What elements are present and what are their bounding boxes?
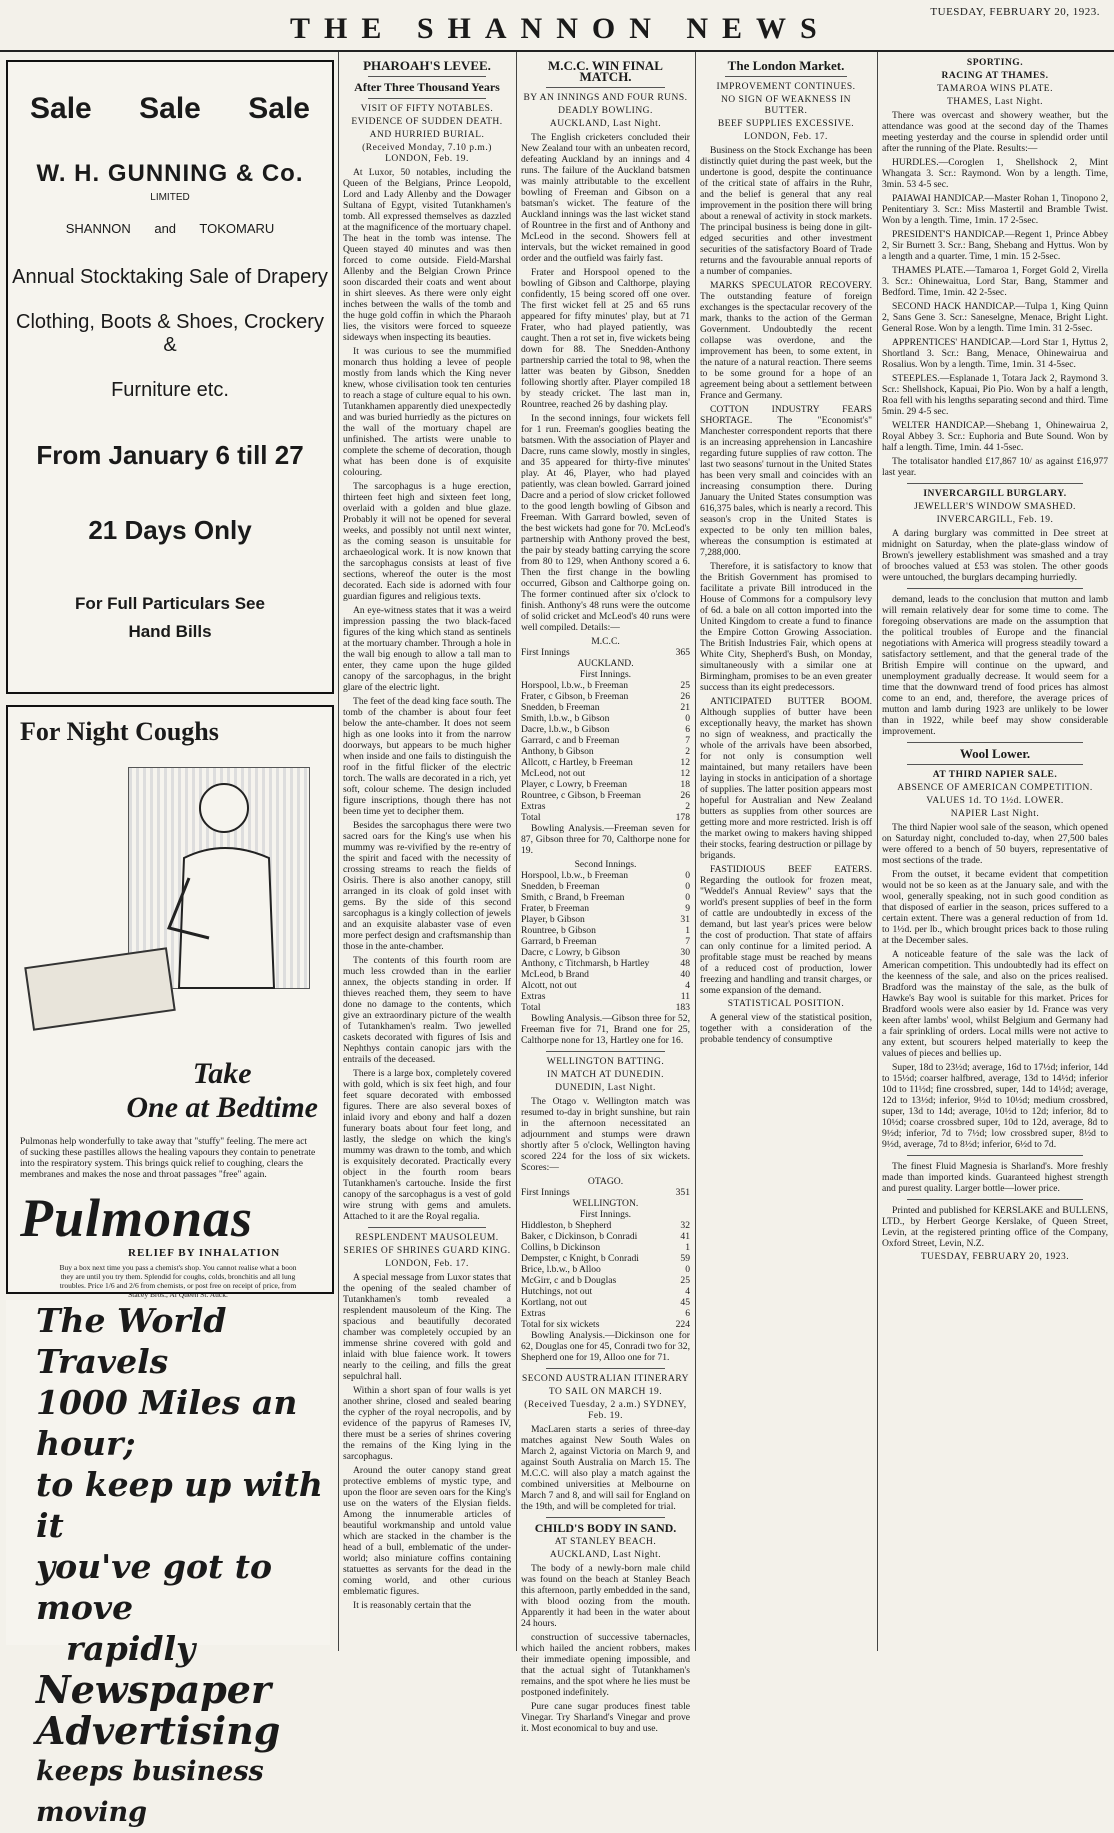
travels-line: rapidly bbox=[66, 1629, 196, 1668]
score-entry: Baker, c Dickinson, b Conradi bbox=[521, 1231, 638, 1242]
score-value: 2 bbox=[685, 801, 690, 812]
score-line bbox=[521, 713, 690, 724]
score-entry: Alcott, not out bbox=[521, 980, 577, 991]
dateline: (Received Tuesday, 2 a.m.) SYDNEY, Feb. 19. bbox=[524, 1400, 687, 1421]
pulmonas-title: For Night Coughs bbox=[20, 717, 219, 746]
score-entry: Garrard, c and b Freeman bbox=[521, 735, 620, 746]
firm-limited: LIMITED bbox=[150, 192, 190, 203]
paragraph: The English cricketers concluded their New Zealand tour with an unbeaten record, defeating Auckland by an innings and 4 runs. The failure of the Auckland batsmen was mainly attributable to the excellent bowling of Freeman and Gibson on a batsman's wicket. The feature of the Auckland innings was the last wicket stand of Rountree in the first and of Anthony and McLeod in the second. Showers fell at intervals, but the wicket remained in good order and the outfield was fairly fast. bbox=[521, 132, 690, 264]
score-value: 7 bbox=[685, 735, 690, 746]
article-sporting bbox=[882, 56, 1108, 1645]
pulmonas-brand: Pulmonas bbox=[20, 1188, 254, 1248]
headline: WELLINGTON BATTING. bbox=[546, 1057, 665, 1067]
score-line bbox=[521, 1242, 690, 1253]
score-entry: Anthony, c Titchmarsh, b Hartley bbox=[521, 958, 650, 969]
newspaper-title: THE SHANNON NEWS bbox=[290, 12, 831, 45]
score-value: 1 bbox=[685, 925, 690, 936]
score-line bbox=[521, 1253, 690, 1264]
paragraph: It was curious to see the mummified monarch thus holding a levee of people mostly from lands which the King never knew, whose civilisation took ten centuries to reach a stage of culture equal to his own. Tutankhamen apparently died unexpectedly and was buried hurriedly as the pictures on the wall of the mortuary chapel are unfinished. The artists were unable to complete the scheme of decoration, though what has been done is of exquisite colouring. bbox=[343, 346, 511, 478]
paragraph: MARKS SPECULATOR RECOVERY. The outstanding feature of foreign exchanges is the spectacular recovery of the mark, thanks to the action of the German Government. Undoubtedly the recent collapse was overdone, and the improvement has been, to some extent, in the nature of a natural reaction. There seems to be some ground for a hope of an agreement being about a settlement between France and Germany. bbox=[700, 280, 872, 401]
score-value: 18 bbox=[680, 779, 690, 790]
deck: BY AN INNINGS AND FOUR RUNS. bbox=[523, 93, 688, 103]
score-line bbox=[521, 658, 690, 669]
headline: CHILD'S BODY IN SAND. bbox=[534, 1521, 677, 1535]
paragraph: It is reasonably certain that the bbox=[353, 1600, 472, 1611]
score-value: 9 bbox=[685, 903, 690, 914]
deck: SERIES OF SHRINES GUARD KING. bbox=[343, 1246, 511, 1256]
deck: VALUES 1d. TO 1½d. LOWER. bbox=[926, 796, 1064, 806]
score-line bbox=[521, 812, 690, 823]
sale-advertisement bbox=[6, 60, 334, 694]
score-value: 25 bbox=[680, 680, 690, 691]
score-value: 26 bbox=[680, 790, 690, 801]
scorecard bbox=[521, 1176, 690, 1330]
score-entry: Anthony, b Gibson bbox=[521, 746, 594, 757]
score-line bbox=[521, 1002, 690, 1013]
score-line bbox=[521, 779, 690, 790]
paragraph: Within a short span of four walls is yet another shrine, closed and sealed bearing the cypher of the royal necropolis, and by evidence of the papyrus of Rameses IV, there must be a series of shrines covering the remains of the King lying in the sarcophagus. bbox=[343, 1385, 511, 1462]
score-line bbox=[521, 881, 690, 892]
score-entry: Total bbox=[521, 812, 541, 823]
score-entry: M.C.C. bbox=[591, 636, 620, 647]
deck: NO SIGN OF WEAKNESS IN BUTTER. bbox=[720, 95, 852, 116]
deck: TO SAIL ON MARCH 19. bbox=[548, 1387, 663, 1397]
score-value: 11 bbox=[680, 991, 690, 1002]
score-line bbox=[521, 691, 690, 702]
paragraph: STEEPLES.—Esplanade 1, Totara Jack 2, Raymond 3. Scr.: Shellshock, Kapuai, Pio Pio. Won by a half a length, Roa fell with his lengths separating second and third. Time 5min. 29 4-5 sec. bbox=[882, 373, 1108, 417]
headline: SECOND AUSTRALIAN ITINERARY bbox=[521, 1374, 690, 1384]
score-entry: Second Innings. bbox=[574, 859, 637, 870]
score-value: 21 bbox=[680, 702, 690, 713]
section-label: SPORTING. bbox=[966, 58, 1024, 68]
score-line bbox=[521, 980, 690, 991]
pulmonas-advertisement bbox=[6, 705, 334, 1299]
dateline: AUCKLAND, Last Night. bbox=[549, 1550, 662, 1560]
score-value: 12 bbox=[680, 757, 690, 768]
score-entry: Hiddleston, b Shepherd bbox=[521, 1220, 612, 1231]
score-entry: Player, c Lowry, b Freeman bbox=[521, 779, 628, 790]
score-entry: Total for six wickets bbox=[521, 1319, 600, 1330]
travels-line: to keep up with it bbox=[36, 1465, 323, 1545]
paragraph: The sarcophagus is a huge erection, thirteen feet high and sixteen feet long, overlaid with a golden and blue glaze. Probably it will not be opened for several weeks, and possibly not until next winter, as the coming season is unsuitable for archaeological work. It is now known that the sarcophagus consists at least of five sections, whereof the outer is the most decorated. Each side is adorned with four guardian figures and religious texts. bbox=[343, 481, 511, 602]
paragraph: Business on the Stock Exchange has been distinctly quiet during the past week, but the undertone is good, despite the continuance of the critical state of affairs in the Ruhr, and the belief is general that any real improvement in the position there will bring about a renewal of activity in stock markets. The principal business is being done in gilt-edged securities and other investment securities of the satisfactory Board of Trade returns and the favourable annual reports of a number of companies. bbox=[700, 145, 872, 277]
dateline: INVERCARGILL, Feb. 19. bbox=[936, 515, 1054, 525]
imprint-date: TUESDAY, FEBRUARY 20, 1923. bbox=[920, 1252, 1070, 1262]
sale-line: Annual Stocktaking Sale of Drapery bbox=[12, 266, 328, 288]
score-line bbox=[521, 724, 690, 735]
headline: RESPLENDENT MAUSOLEUM. bbox=[355, 1233, 499, 1243]
paragraph: The totalisator handled £17,867 10/ as against £16,977 last year. bbox=[882, 456, 1108, 478]
score-value: 30 bbox=[680, 947, 690, 958]
score-value: 4 bbox=[685, 1286, 690, 1297]
paragraph: From the outset, it became evident that competition would not be so keen as at the January sale, and with the wool, generally speaking, not in such good condition as that disposed of earlier in the season, prices suffered to a certain extent. There was a general reduction of from 1d. to 1½d. per lb., which brought prices back to those ruling at the December sales. bbox=[882, 869, 1108, 946]
score-entry: OTAGO. bbox=[587, 1176, 624, 1187]
score-entry: Player, b Gibson bbox=[521, 914, 585, 925]
score-entry: Dempster, c Knight, b Conradi bbox=[521, 1253, 639, 1264]
headline: The London Market. bbox=[727, 58, 845, 73]
score-line bbox=[521, 1319, 690, 1330]
score-entry: AUCKLAND. bbox=[577, 658, 634, 669]
score-value: 12 bbox=[680, 768, 690, 779]
score-entry: Snedden, b Freeman bbox=[521, 702, 600, 713]
score-line bbox=[521, 969, 690, 980]
score-value: 7 bbox=[685, 936, 690, 947]
scorecard bbox=[521, 859, 690, 1013]
paragraph: SECOND HACK HANDICAP.—Tulpa 1, King Quinn 2, Sans Gene 3. Scr.: Saneselgne, Menace, Bright Light. General Rose. Won by a length. Time 1min. 31 2-5sec. bbox=[882, 301, 1108, 334]
score-entry: First Innings bbox=[521, 647, 570, 658]
score-entry: McLeod, not out bbox=[521, 768, 586, 779]
score-entry: Dacre, l.b.w., b Gibson bbox=[521, 724, 610, 735]
score-line bbox=[521, 914, 690, 925]
pulmonas-fine-print: Buy a box next time you pass a chemist's shop. You cannot realise what a boon they are until you try them. Splendid for coughs, colds, bronchitis and all lung troubles. Price 1/6 and 2/6 from chemists, or post free on receipt of price, from Stacey Bros., Al Queen St. Auck. bbox=[59, 1263, 297, 1299]
bowling-analysis: Bowling Analysis.—Dickinson one for 62, Douglas one for 45, Conradi two for 32, Shepherd one for 19, Alloo one for 71. bbox=[521, 1330, 690, 1363]
travels-line: 1000 Miles an hour; bbox=[36, 1383, 298, 1463]
score-value: 45 bbox=[680, 1297, 690, 1308]
score-value: 0 bbox=[685, 713, 690, 724]
score-value: 6 bbox=[685, 724, 690, 735]
paragraph: The body of a newly-born male child was found on the beach at Stanley Beach this afternoon, partly embedded in the sand, with blood oozing from the mouth. Apparently it had been in the water about 24 hours. bbox=[521, 1563, 690, 1629]
pastille-box-illustration bbox=[24, 947, 176, 1030]
particulars bbox=[8, 590, 332, 646]
deck: After Three Thousand Years bbox=[354, 80, 500, 94]
take-line: One at Bedtime bbox=[126, 1091, 318, 1124]
score-entry: Collins, b Dickinson bbox=[521, 1242, 601, 1253]
deck: IMPROVEMENT CONTINUES. bbox=[716, 82, 856, 92]
paragraph: Super, 18d to 23½d; average, 16d to 17½d; inferior, 14d to 15½d; coarser halfbred, average, 13d to 14½d; inferior 10d to 11½d; fine crossbred, super, 14d to 14½d; average, 12d to 13½d; inferior, 9½d to 10½d; medium crossbred, super, 13d to 14d; average, 10½d to 12d; inferior, 8d to 10½d; coarse crossbred super, 10d to 12d, average, 8d to 9½d; inferior, 7d to 7½d; low crossbred super, 8½d to 9½d, average, 7d to 8½d; inferior, 6½d to 7d. bbox=[882, 1062, 1108, 1150]
subheading: STATISTICAL POSITION. bbox=[727, 999, 845, 1009]
paragraph: Pure cane sugar produces finest table Vinegar. Try Sharland's Vinegar and prove it. Most economical to buy and use. bbox=[521, 1701, 690, 1734]
score-line bbox=[521, 790, 690, 801]
paragraph: The finest Fluid Magnesia is Sharland's. More freshly made than imported kinds. Guaranteed highest strength and purest quality. Larger bottle—lower price. bbox=[882, 1161, 1108, 1194]
paragraph: At Luxor, 50 notables, including the Queen of the Belgians, Prince Leopold, Lord and Lady Allenby and the Dowager Sultana of Egypt, visited Tutankhamen's tomb. All expressed themselves as dazzled at the magnificence of the mortuary chapel. The heat in the tomb was intense. The Queen stayed 40 minutes and was then forced to come outside. Field-Marshal Allenby and the Belgian Crown Prince soon discarded their coats and went about in shirt sleeves. As there were only eight inches between the walls of the tomb and the huge gold coffin in which the Pharaoh lies, the visitors were forced to squeeze sideways when inspecting its beauties. bbox=[343, 167, 511, 343]
score-entry: Horspool, l.b.w., b Freeman bbox=[521, 680, 629, 691]
take-slogan bbox=[126, 1057, 318, 1125]
score-line bbox=[521, 1198, 690, 1209]
score-entry: Frater, b Freeman bbox=[521, 903, 590, 914]
score-value: 40 bbox=[680, 969, 690, 980]
sale-word: Sale bbox=[30, 92, 92, 125]
article-london-market bbox=[700, 56, 872, 1645]
score-entry: Extras bbox=[521, 1308, 546, 1319]
score-value: 2 bbox=[685, 746, 690, 757]
score-line bbox=[521, 1231, 690, 1242]
travels-line: Advertising bbox=[36, 1708, 281, 1753]
score-line bbox=[521, 903, 690, 914]
score-line bbox=[521, 936, 690, 947]
dateline: DUNEDIN, Last Night. bbox=[555, 1083, 656, 1093]
deck: VISIT OF FIFTY NOTABLES. bbox=[360, 104, 494, 114]
score-line bbox=[521, 1275, 690, 1286]
score-entry: Extras bbox=[521, 801, 546, 812]
article-pharoahs-levee bbox=[343, 56, 511, 1645]
paragraph: THAMES PLATE.—Tamaroa 1, Forget Gold 2, Virella 3. Scr.: Ohinewaitua, Lord Star, Bang, Stammer and Bedford. Time, 1min. 42 2-5sec. bbox=[882, 265, 1108, 298]
score-value: 32 bbox=[680, 1220, 690, 1231]
bowling-analysis: Bowling Analysis.—Gibson three for 52, Freeman five for 71, Brand one for 25, Calthorpe none for 13, Hartley one for 16. bbox=[521, 1013, 690, 1046]
score-line bbox=[521, 892, 690, 903]
headline: INVERCARGILL BURGLARY. bbox=[923, 489, 1067, 499]
score-value: 59 bbox=[680, 1253, 690, 1264]
score-entry: First Innings. bbox=[579, 669, 632, 680]
newspaper-advertising-ad bbox=[6, 1300, 330, 1828]
deck: IN MATCH AT DUNEDIN. bbox=[547, 1070, 664, 1080]
paragraph: demand, leads to the conclusion that mutton and lamb will remain relatively dear for some time to come. The foregoing observations are made on the assumption that the political troubles of Europe and the financial negotiations with America will progress steadily toward a satisfactory settlement, and that the general trade of the British Empire will continue on the upward, and unemployment gradually decrease. It would seem for a time that the downward trend of food prices has almost come to an end, and, therefore, the average prices of mutton and lamb during 1923 are unlikely to be lower than in 1922, while beef may show considerable improvement. bbox=[882, 594, 1108, 737]
score-line bbox=[521, 1220, 690, 1231]
dateline: THAMES, Last Night. bbox=[946, 97, 1044, 107]
score-entry: Garrard, b Freeman bbox=[521, 936, 597, 947]
paragraph: ANTICIPATED BUTTER BOOM. Although supplies of butter have been exceptionally heavy, the market has shown no sign of weakness, and practically the whole of the arrivals have been absorbed, for not only is consumption well maintained, but many retailers have been laying in stocks in anticipation of a shortage of supplies. The latter position appears most hopeful for Australian and New Zealand butters as supplies from other sources are getting more and more restricted. Irish is off the market owing to makers having shipped their stocks, fearing destruction or pillage by brigands. bbox=[700, 696, 872, 861]
column-rule bbox=[695, 52, 696, 1651]
dateline: LONDON, Feb. 17. bbox=[744, 132, 828, 142]
scorecard bbox=[521, 636, 690, 823]
score-line bbox=[521, 1176, 690, 1187]
score-value: 178 bbox=[675, 812, 690, 823]
score-line bbox=[521, 870, 690, 881]
paragraph: A noticeable feature of the sale was the lack of American competition. This undoubtedly had its effect on the keenness of the sale, and also on the prices realised. Bradford was the mainstay of the sale, as the bulk of Hawke's Bay wool is suitable for this market. Prices for Bradford wools were also easier by 1d. France was very keen after lambs' wool, whilst Belgium and Germany had a fair sprinkling of orders. Local mills were not active to any extent, but scourers helped materially to keep the values of pieces and bellies up. bbox=[882, 949, 1108, 1059]
score-value: 224 bbox=[675, 1319, 690, 1330]
deck: JEWELLER'S WINDOW SMASHED. bbox=[914, 502, 1076, 512]
score-value: 48 bbox=[680, 958, 690, 969]
headline: Wool Lower. bbox=[959, 746, 1031, 761]
score-line bbox=[521, 702, 690, 713]
score-entry: Kortlang, not out bbox=[521, 1297, 587, 1308]
sale-line: Clothing, Boots & Shoes, Crockery & bbox=[16, 311, 324, 356]
score-line bbox=[521, 1297, 690, 1308]
column-rule bbox=[516, 52, 517, 1651]
score-line bbox=[521, 1308, 690, 1319]
score-entry: Smith, c Brand, b Freeman bbox=[521, 892, 625, 903]
paragraph: COTTON INDUSTRY FEARS SHORTAGE. The "Economist's" Manchester correspondent reports that there is an increasing apprehension in Lancashire regarding future supplies of raw cotton. The last two seasons' turnout in the United States has been very small and coincides with an increasing consumption there. During January the United States consumption was 616,375 bales, which is nearly a record. This season's crop in the United States is expected to be only ten million bales, whereas the consumption is estimated at 7,288,000. bbox=[700, 404, 872, 558]
paragraph: A general view of the statistical position, together with a consideration of the probable tendency of consumptive bbox=[700, 1012, 872, 1045]
sale-word: Sale bbox=[248, 92, 310, 125]
pulmonas-body: Pulmonas help wonderfully to take away that "stuffy" feeling. The mere act of sucking these pastilles allows the healing vapours they contain to penetrate into the respiratory system. This brings quick relief to coughing, clears the membranes and makes the nose and throat passages "free" again. bbox=[20, 1137, 316, 1180]
deck: EVIDENCE OF SUDDEN DEATH. bbox=[351, 117, 503, 127]
headline: M.C.C. WIN FINAL MATCH. bbox=[548, 58, 663, 84]
score-value: 1 bbox=[685, 1242, 690, 1253]
pulmonas-relief: RELIEF BY INHALATION bbox=[128, 1247, 281, 1259]
travels-line: keeps business moving bbox=[36, 1756, 264, 1828]
score-entry: First Innings. bbox=[579, 1209, 632, 1220]
paragraph: FASTIDIOUS BEEF EATERS. Regarding the outlook for frozen meat, "Weddel's Annual Review" says that the world's present supplies of beef in the form of cattle are undoubtedly in excess of the demand, but last year's prices were below the cost of production. That state of affairs can only continue for a limited period. A profitable stage must be reached by means of a reduced cost of production, lower freezing and handling and transit charges, or some expansion of the demand. bbox=[700, 864, 872, 996]
dateline: NAPIER Last Night. bbox=[950, 809, 1040, 819]
paragraph: MacLaren starts a series of three-day matches against New South Wales on March 2, against Victoria on March 9, and against South Australia on March 15. The M.C.C. will also play a match against the combined universities at Melbourne on March 7 and 8, and will sail for England on the 19th, and will be completed for trial. bbox=[521, 1424, 690, 1512]
score-value: 0 bbox=[685, 881, 690, 892]
score-line bbox=[521, 647, 690, 658]
headline: RACING AT THAMES. bbox=[941, 71, 1049, 81]
sale-days: 21 Days Only bbox=[88, 515, 252, 545]
score-entry: Brice, l.b.w., b Alloo bbox=[521, 1264, 601, 1275]
travels-line: Newspaper bbox=[36, 1667, 271, 1712]
sale-dates: From January 6 till 27 bbox=[36, 440, 304, 470]
issue-date: TUESDAY, FEBRUARY 20, 1923. bbox=[930, 6, 1100, 18]
headline: PHAROAH'S LEVEE. bbox=[363, 58, 491, 73]
score-entry: Rountree, b Gibson bbox=[521, 925, 596, 936]
column-rule bbox=[877, 52, 878, 1651]
score-value: 351 bbox=[675, 1187, 690, 1198]
take-line: Take bbox=[192, 1057, 252, 1090]
score-line bbox=[521, 958, 690, 969]
score-line bbox=[521, 680, 690, 691]
score-value: 25 bbox=[680, 1275, 690, 1286]
score-value: 0 bbox=[685, 892, 690, 903]
paragraph: The feet of the dead king face south. The tomb of the chamber is about four feet below the ante-chamber. It does not seem high as one looks into it from the narrow doorways, but appears to be much higher when inside and one fails to distinguish the roof in the fitful flicker of the electric torch. The walls are decorated in a rich, yet soft, colour scheme. The design included figure inscriptions, though there has not been time yet to decipher them. bbox=[343, 696, 511, 817]
paragraph: A daring burglary was committed in Dee street at midnight on Saturday, when the plate-glass window of Brown's jewellery establishment was smashed and a tray of brooches valued at £53 was stolen. The other goods were untouched, the burglars decamping hurriedly. bbox=[882, 528, 1108, 583]
score-line bbox=[521, 947, 690, 958]
score-value: 4 bbox=[685, 980, 690, 991]
particulars-line: Hand Bills bbox=[128, 622, 212, 641]
score-line bbox=[521, 1187, 690, 1198]
bowling-analysis: Bowling Analysis.—Freeman seven for 87, Gibson three for 70, Calthorpe none for 19. bbox=[521, 823, 690, 856]
score-line bbox=[521, 735, 690, 746]
score-value: 26 bbox=[680, 691, 690, 702]
article-mcc-match bbox=[521, 56, 690, 1734]
travels-line: you've got to move bbox=[36, 1547, 273, 1627]
score-line bbox=[521, 1286, 690, 1297]
sale-word: Sale bbox=[139, 92, 201, 125]
paragraph: Frater and Horspool opened to the bowling of Gibson and Calthorpe, playing confidently, 15 being scored off one over. The first wicket fell at 25 and 65 runs appeared for fifty minutes' play, but at 71 Frater, who had played patiently, was caught. Then a rot set in, five wickets being down for 88. The Snedden-Anthony partnership carried the total to 98, when the latter was beaten by Gibson, Snedden following shortly after. Player compiled 18 by steady cricket. The last man in, Rountree, reached 26 by dashing play. bbox=[521, 267, 690, 410]
score-value: 183 bbox=[675, 1002, 690, 1013]
deck: DEADLY BOWLING. bbox=[558, 106, 653, 116]
score-value: 31 bbox=[680, 914, 690, 925]
paragraph: The contents of this fourth room are much less crowded than in the earlier annex, the objects standing in order. If thieves reached them, they seem to have done no damage to the contents, which give an extraordinary picture of the wealth of Tutankhamen's realm. Two jewelled caskets decorated with figures of Isis and Nephthys contain canopic jars with the entrails of the deceased. bbox=[343, 955, 511, 1065]
firm-name: W. H. GUNNING & Co. bbox=[36, 160, 304, 187]
score-value: 6 bbox=[685, 1308, 690, 1319]
score-line bbox=[521, 1209, 690, 1220]
score-entry: McLeod, b Brand bbox=[521, 969, 589, 980]
score-entry: Allcott, c Hartley, b Freeman bbox=[521, 757, 633, 768]
paragraph: The third Napier wool sale of the season, which opened on Saturday night, concluded to-day, when 27,500 bales were offered to a bench of 50 buyers, representative of most sections of the trade. bbox=[882, 822, 1108, 866]
score-entry: Hutchings, not out bbox=[521, 1286, 593, 1297]
dateline: AUCKLAND, Last Night. bbox=[549, 119, 662, 129]
score-entry: Frater, c Gibson, b Freeman bbox=[521, 691, 629, 702]
score-entry: Extras bbox=[521, 991, 546, 1002]
paragraph: construction of successive tabernacles, which hailed the ancient robbers, makes their immediate opening impossible, and that the actual sight of Tutankhamen's remains, and the spot where he lies must be postponed indefinitely. bbox=[521, 1632, 690, 1698]
paragraph: There was overcast and showery weather, but the attendance was good at the second day of the Thames meeting yesterday and the course in splendid order until after the running of the Plate. Results:— bbox=[882, 110, 1108, 154]
paragraph: The Otago v. Wellington match was resumed to-day in bright sunshine, but rain in the afternoon necessitated an adjournment and stumps were drawn shortly after 5 o'clock, Wellington having scored 224 for the loss of six wickets. Scores:— bbox=[521, 1096, 690, 1173]
deck: TAMAROA WINS PLATE. bbox=[937, 84, 1053, 94]
paragraph: PAIAWAI HANDICAP.—Master Rohan 1, Tinopono 2, Penitentiary 3. Scr.: Miss Mastertil and Bramble Twist. Won by a length. Time, 1min. 17 2-5sec. bbox=[882, 193, 1108, 226]
paragraph: APPRENTICES' HANDICAP.—Lord Star 1, Hyttus 2, Shortland 3. Scr.: Bang, Menace, Ohinewairua and Rosalius. Won by a length. Time, 1min. 31 4-5sec. bbox=[882, 337, 1108, 370]
dateline: (Received Monday, 7.10 p.m.) LONDON, Feb. 19. bbox=[362, 143, 492, 164]
firm-towns: SHANNON and TOKOMARU bbox=[65, 221, 275, 236]
deck: ABSENCE OF AMERICAN COMPETITION. bbox=[897, 783, 1093, 793]
particulars-line: For Full Particulars See bbox=[75, 594, 265, 613]
deck: BEEF SUPPLIES EXCESSIVE. bbox=[717, 119, 855, 129]
paragraph: Therefore, it is satisfactory to know that the British Government has promised to facilitate a private Bill introduced in the House of Commons for a compulsory levy of 6d. a bale on all cotton imported into the United Kingdom to create a fund to finance the Empire Cotton Growing Association. The British Industries Fair, which opens at White City, Shepherd's Bush, on Monday, simultaneously with a similar one at Birmingham, promises to be an even greater success than its eight predecessors. bbox=[700, 561, 872, 693]
score-line bbox=[521, 991, 690, 1002]
imprint: Printed and published for KERSLAKE and BULLENS, LTD., by Herbert George Kerslake, of Queen Street, Levin, at the registered printing office of the Company, Oxford Street, Levin, N.Z. bbox=[882, 1205, 1108, 1249]
score-value: 0 bbox=[685, 1264, 690, 1275]
score-line bbox=[521, 1264, 690, 1275]
score-line bbox=[521, 757, 690, 768]
score-entry: Dacre, c Lowry, b Gibson bbox=[521, 947, 621, 958]
score-entry: WELLINGTON. bbox=[572, 1198, 639, 1209]
score-value: 0 bbox=[685, 870, 690, 881]
score-line bbox=[521, 768, 690, 779]
score-entry: Smith, l.b.w., b Gibson bbox=[521, 713, 610, 724]
score-line bbox=[521, 669, 690, 680]
score-value: 41 bbox=[680, 1231, 690, 1242]
paragraph: Around the outer canopy stand great protective emblems of mystic type, and upon the floor are seven oars for the King's use on the waters of the Elysian fields. Among the innumerable articles of beautiful workmanship and untold value which are stacked in the chamber is the head of a bull, emblematic of the under-world; also miniature coffins containing statuettes as servants for the dead in the coming world, and other curious emblematic figures. bbox=[343, 1465, 511, 1597]
paragraph: A special message from Luxor states that the opening of the sealed chamber of Tutankhamen's tomb revealed a resplendent mausoleum of the King. The spacious and beautifully decorated chamber was completely occupied by an immense shrine covered with gold and inlaid with blue faience work. It towers nearly to the ceiling, and fills the great sepulchral hall. bbox=[343, 1272, 511, 1382]
deck: AT THIRD NAPIER SALE. bbox=[932, 770, 1058, 780]
deck: AND HURRIED BURIAL. bbox=[369, 130, 485, 140]
score-entry: McGirr, c and b Douglas bbox=[521, 1275, 617, 1286]
paragraph: There is a large box, completely covered with gold, which is six feet high, and four feet square decorated with embossed figures. There are also several boxes of inlaid ivory and ebony and half a dozen funerary boats about four feet long, and lastly, the sledge on which the king's mummy was drawn to the tomb, and which is exquisitely decorated. Practically every object in the fourth room bears Tutankhamen's cartouche. Inside the first canopy of the sarcophagus is a vest of gold wire strung with gems and amulets. Attached to it are the Royal regalia. bbox=[343, 1068, 511, 1222]
column-rule bbox=[338, 52, 339, 1651]
dateline: LONDON, Feb. 17. bbox=[385, 1259, 469, 1269]
score-entry: First Innings bbox=[521, 1187, 570, 1198]
score-entry: Snedden, b Freeman bbox=[521, 881, 600, 892]
paragraph: Besides the sarcophagus there were two sacred oars for the King's use when his mummy was re-vivified by the re-entry of the spirit and faced with the necessity of crossing streams to reach the fields of Osiris. There is also another canopy, still arranged in its cloak of gold inset with gems. By the side of this second sarcophagus is a kingly collection of jewels and an exquisite alabaster vase of even more perfect design and craftsmanship than those in the ante-chamber. bbox=[343, 820, 511, 952]
score-entry: Total bbox=[521, 1002, 541, 1013]
score-line bbox=[521, 746, 690, 757]
paragraph: HURDLES.—Coroglen 1, Shellshock 2, Mint Whangata 3. Scr.: Raymond. Won by a length. Time, 3min. 53 4-5 sec. bbox=[882, 157, 1108, 190]
paragraph: An eye-witness states that it was a weird impression passing the two black-faced figures of the king which stand as sentinels at the mortuary chamber. Through a hole in the wall big enough to allow a tall man to enter, they came upon the huge gilded canopy of the sarcophagus, in the bright glare of the electric light. bbox=[343, 605, 511, 693]
score-entry: Horspool, l.b.w., b Freeman bbox=[521, 870, 629, 881]
score-line bbox=[521, 925, 690, 936]
score-entry: Rountree, c Gibson, b Freeman bbox=[521, 790, 641, 801]
travels-line: The World Travels bbox=[36, 1301, 227, 1381]
score-value: 365 bbox=[675, 647, 690, 658]
deck: AT STANLEY BEACH. bbox=[554, 1537, 657, 1547]
score-line bbox=[521, 636, 690, 647]
score-line bbox=[521, 801, 690, 812]
masthead bbox=[0, 0, 1114, 52]
paragraph: In the second innings, four wickets fell for 1 run. Freeman's googlies beating the batsmen. With the association of Player and Dacre, runs came slowly, mostly in singles, and 35 appeared for thirty-five minutes' play. At 46, Player, who had played patiently, was clean bowled. Garrard joined Dacre and a period of slow cricket followed to the good length bowling of Gibson and Freeman. With Garrard bowled, seven of the best wickets had gone for 70. McLeod's partnership with Anthony proved the best, the pair by steady batting carrying the score from 80 to 129, when Anthony scored a 6. Then the first change in the bowling occurred, Gibson and Calthorpe going on. The former continued after six o'clock to finish. Anthony's 48 runs were the outcome of solid cricket and McLeod's 40 runs were well compiled. Details:— bbox=[521, 413, 690, 633]
score-line bbox=[521, 859, 690, 870]
paragraph: WELTER HANDICAP.—Shebang 1, Ohinewairua 2, Royal Abbey 3. Scr.: Euphoria and Bute Sound. Won by half a length. Time, 1min. 44 1-5sec. bbox=[882, 420, 1108, 453]
paragraph: PRESIDENT'S HANDICAP.—Regent 1, Prince Abbey 2, Sir Burnett 3. Scr.: Bang, Shebang and Hyttus. Won by a length and a quarter. Time, 1 min. 15 2-5sec. bbox=[882, 229, 1108, 262]
sale-line: Furniture etc. bbox=[111, 379, 229, 401]
